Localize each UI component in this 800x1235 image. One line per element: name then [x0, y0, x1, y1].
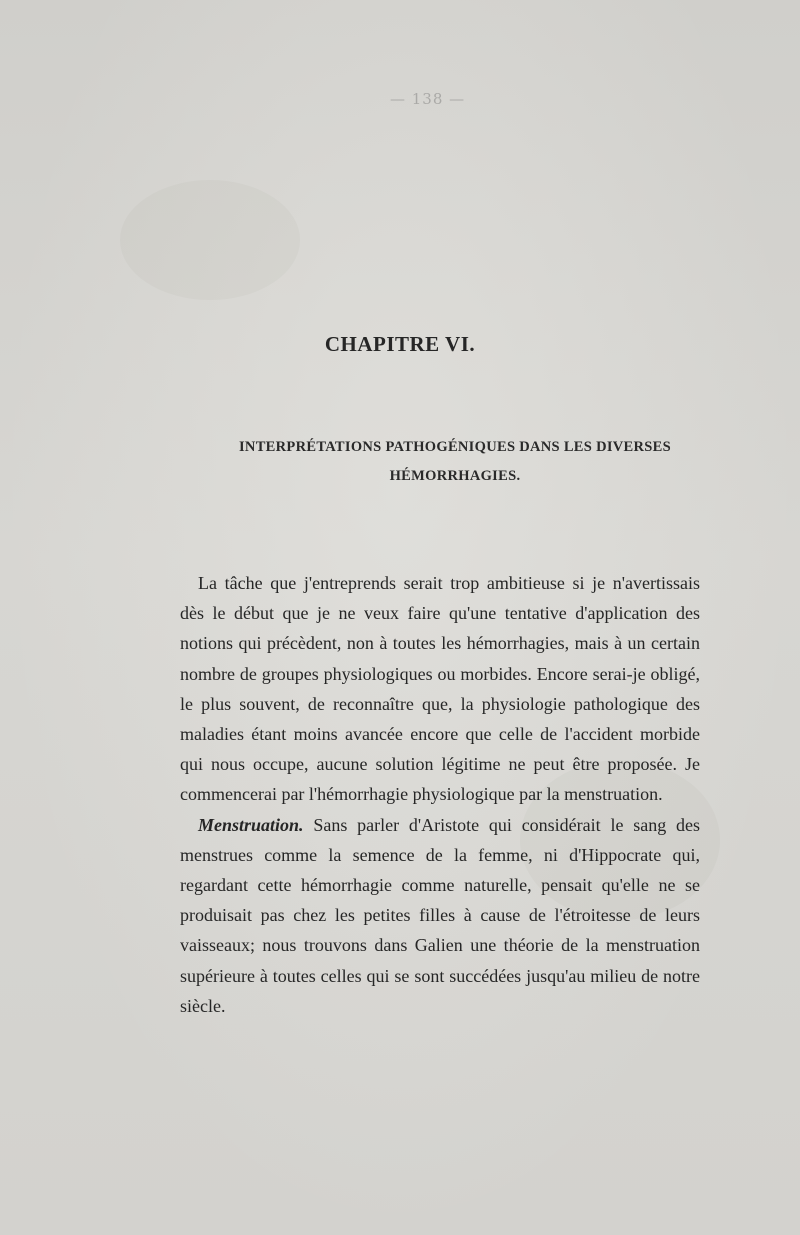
section-heading-line-1: INTERPRÉTATIONS PATHOGÉNIQUES DANS LES DIVERSES [238, 439, 671, 455]
paragraph-menstruation-text: Sans parler d'Aristote qui considérait le sang des menstrues comme la semence de la femme, ni d'Hippocrate qui, regardant cette hémorrhagie comme naturelle, pensait qu'elle ne se produisait pas chez les petites filles à cause de l'étroitesse de leurs vaisseaux; nous trouvons dans Galien une théorie de la menstruation supérieure à toutes celles qui se sont succédées jusqu'au milieu de notre siècle. [180, 814, 700, 1016]
chapter-title: CHAPITRE VI. [324, 332, 476, 356]
paragraph-menstruation [180, 810, 700, 1021]
paragraph-introduction: La tâche que j'entreprends serait trop ambitieuse si je n'avertissais dès le début que je ne veux faire qu'une tentative d'application des notions qui précèdent, non à toutes les hémorrhagies, mais à un certain nombre de groupes physiologiques ou morbides. Encore serai-je obligé, le plus souvent, de reconnaître que, la physiologie pathologique des maladies étant moins avancée encore que celle de l'accident morbide qui nous occupe, aucune solution légitime ne peut être proposée. Je commencerai par l'hémorrhagie physiologique par la menstruation. [180, 573, 700, 805]
page-number: — 138 — [390, 90, 466, 108]
section-heading-line-2: HÉMORRHAGIES. [389, 468, 521, 484]
section-heading [190, 433, 720, 491]
body-text [180, 568, 700, 1021]
paper-stain [120, 180, 300, 300]
run-in-heading: Menstruation. [198, 814, 304, 835]
